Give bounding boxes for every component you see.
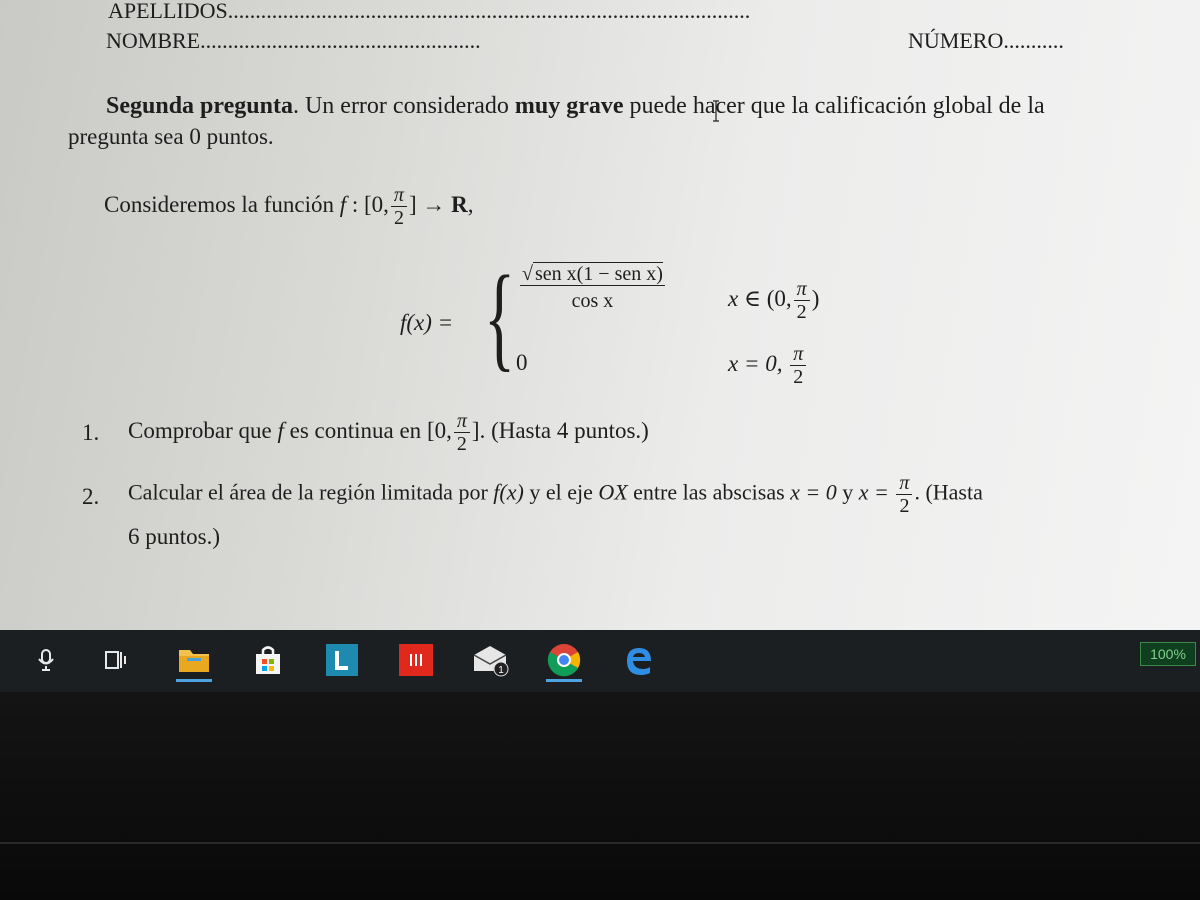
case2-value: 0 (516, 350, 528, 375)
case2-condition: x = 0, $\frac{\pi}{2}$ (728, 343, 808, 388)
numero-line: NÚMERO........... (908, 28, 1064, 53)
file-explorer-icon[interactable] (172, 638, 216, 682)
numero-label: NÚMERO (908, 28, 1004, 53)
question-intro-cont: pregunta sea 0 puntos. (68, 124, 274, 149)
battery-indicator[interactable]: 100% (1140, 642, 1196, 666)
apellidos-line: APELLIDOS............................................................................................... (108, 0, 751, 23)
case1-denominator: cos x (571, 290, 614, 312)
task-view-icon[interactable] (94, 638, 138, 682)
red-app-icon[interactable] (394, 638, 438, 682)
piecewise-lhs: f(x) = (400, 310, 454, 335)
question-intro: Segunda pregunta. Un error considerado muy grave puede hacer que la calificación global de la (106, 93, 1045, 119)
muy-grave: muy grave (514, 93, 624, 119)
item-1-number: 1. (82, 420, 100, 445)
case1-value: $\frac{\text{√ sen x(1 − sen x)}}{\text{cos x}}$ (522, 263, 663, 312)
laptop-bezel (0, 692, 1200, 900)
item-2-number: 2. (82, 484, 100, 509)
nombre-line: NOMBRE................................................... (106, 28, 481, 53)
case1-numerator: sen x(1 − sen x) (534, 263, 663, 285)
apellidos-label: APELLIDOS (108, 0, 228, 23)
text-cursor-icon (712, 100, 720, 122)
edge-icon[interactable] (616, 638, 660, 682)
chrome-icon[interactable] (542, 638, 586, 682)
question-title: Segunda pregunta (106, 93, 293, 119)
function-definition: Consideremos la función f : [0, $\frac{\pi}{2}$ ] → R, (104, 184, 474, 229)
bezel-edge (0, 842, 1200, 844)
cut-off-text-row (80, 618, 930, 628)
piecewise-brace: { (484, 251, 516, 382)
l-app-icon[interactable] (320, 638, 364, 682)
item-2-text: Calcular el área de la región limitada por f(x) y el eje OX entre las abscisas x = 0 y x = $\frac{\pi}{2}$ . (Hasta (128, 472, 983, 517)
microphone-icon[interactable] (24, 638, 68, 682)
item-2-text-cont: 6 puntos.) (128, 524, 220, 549)
mail-badge: 1 (498, 665, 504, 676)
nombre-label: NOMBRE (106, 28, 201, 53)
mail-icon[interactable] (468, 638, 512, 682)
item-1-text: Comprobar que f es continua en [0, $\frac{\pi}{2}$ ]. (Hasta 4 puntos.) (128, 410, 649, 455)
windows-taskbar (0, 630, 1200, 692)
store-icon[interactable] (246, 638, 290, 682)
case1-condition: x ∈ (0, $\frac{\pi}{2}$ ) (728, 278, 820, 323)
pi-over-2: $\frac{\pi}{2}$ (391, 184, 407, 229)
